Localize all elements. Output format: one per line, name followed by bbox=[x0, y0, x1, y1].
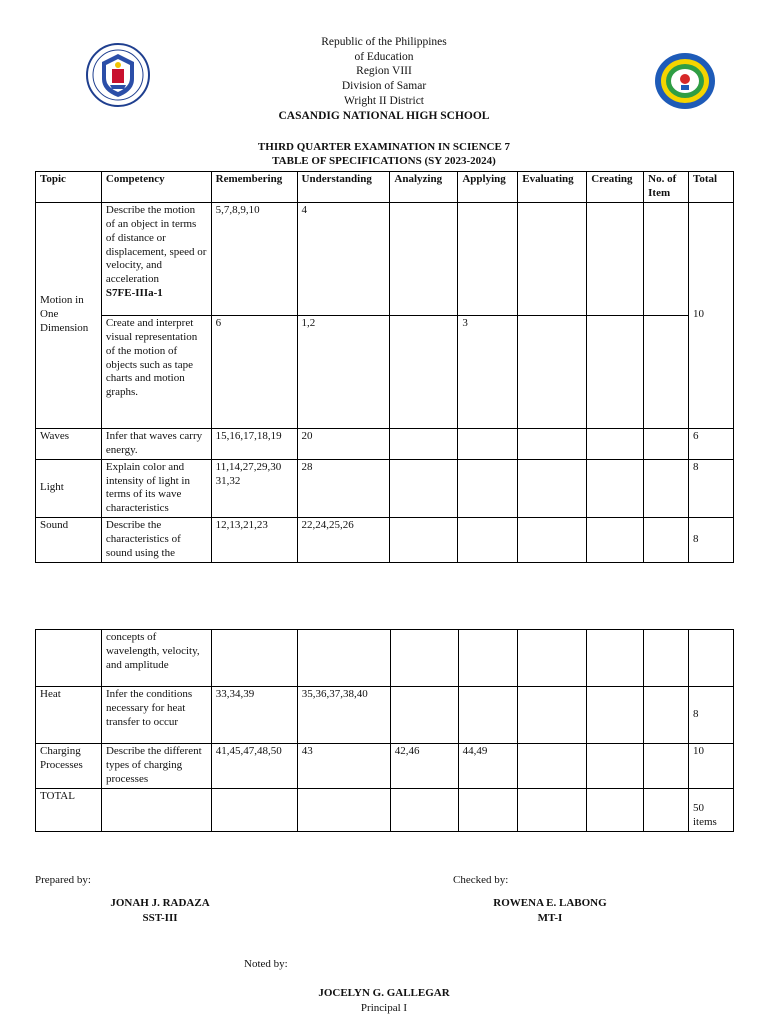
creating-cell bbox=[587, 687, 644, 744]
header-topic: Topic bbox=[36, 172, 102, 203]
applying-cell bbox=[458, 428, 518, 459]
specifications-table-page-2 bbox=[35, 629, 734, 832]
header-total: Total bbox=[689, 172, 734, 203]
total-cell: 10 bbox=[688, 744, 733, 789]
competency-cell: Explain color and intensity of light in terms of its wave characteristics bbox=[101, 459, 211, 518]
creating-cell bbox=[587, 315, 644, 428]
topic-cell: Sound bbox=[36, 518, 102, 563]
analyzing-cell bbox=[390, 315, 458, 428]
header-line: of Education bbox=[354, 50, 414, 63]
applying-cell bbox=[458, 630, 518, 687]
analyzing-cell: 42,46 bbox=[390, 744, 458, 789]
understanding-cell: 20 bbox=[297, 428, 390, 459]
applying-cell: 44,49 bbox=[458, 744, 518, 789]
title-line-2: TABLE OF SPECIFICATIONS (SY 2023-2024) bbox=[272, 155, 496, 167]
header-line: Division of Samar bbox=[341, 80, 427, 93]
table-header-row bbox=[36, 172, 734, 203]
creating-cell bbox=[587, 630, 644, 687]
creating-cell bbox=[587, 744, 644, 789]
analyzing-cell bbox=[390, 630, 458, 687]
no-of-item-cell bbox=[644, 459, 689, 518]
noted-by-label: Noted by: bbox=[244, 958, 288, 970]
checked-by-name: ROWENA E. LABONG bbox=[493, 897, 607, 909]
remembering-cell: 6 bbox=[211, 315, 297, 428]
competency-cell bbox=[101, 788, 211, 831]
header-applying: Applying bbox=[458, 172, 518, 203]
total-cell: 10 bbox=[689, 202, 734, 428]
prepared-by-title: SST-III bbox=[142, 912, 178, 924]
total-cell: 8 bbox=[688, 687, 733, 744]
table-total-row bbox=[36, 788, 734, 831]
header-evaluating: Evaluating bbox=[518, 172, 587, 203]
competency-cell bbox=[101, 202, 211, 315]
title-line-1: THIRD QUARTER EXAMINATION IN SCIENCE 7 bbox=[257, 141, 511, 153]
total-cell: 8 bbox=[689, 518, 734, 563]
total-cell: 8 bbox=[689, 459, 734, 518]
topic-cell: Charging Processes bbox=[36, 744, 102, 789]
topic-cell: Motion in One Dimension bbox=[36, 202, 102, 428]
header-line: Wright II District bbox=[343, 94, 425, 107]
no-of-item-cell bbox=[644, 315, 689, 428]
no-of-item-cell bbox=[644, 744, 689, 789]
deped-seal-logo bbox=[86, 43, 150, 107]
checked-by-title: MT-I bbox=[537, 912, 563, 924]
evaluating-cell bbox=[518, 630, 587, 687]
evaluating-cell bbox=[518, 518, 587, 563]
creating-cell bbox=[587, 518, 644, 563]
evaluating-cell bbox=[518, 788, 587, 831]
evaluating-cell bbox=[518, 744, 587, 789]
creating-cell bbox=[587, 459, 644, 518]
applying-cell bbox=[458, 788, 518, 831]
applying-cell bbox=[458, 459, 518, 518]
competency-code: S7FE-IIIa-1 bbox=[105, 287, 163, 300]
evaluating-cell bbox=[518, 459, 587, 518]
analyzing-cell bbox=[390, 518, 458, 563]
analyzing-cell bbox=[390, 788, 458, 831]
header-line: Republic of the Philippines bbox=[321, 36, 447, 48]
competency-cell: Infer the conditions necessary for heat transfer to occur bbox=[101, 687, 211, 744]
understanding-cell: 43 bbox=[297, 744, 390, 789]
competency-cell: Create and interpret visual representation of the motion of objects such as tape charts and motion graphs. bbox=[101, 315, 211, 428]
understanding-cell: 4 bbox=[297, 202, 390, 315]
table-row bbox=[36, 687, 734, 744]
evaluating-cell bbox=[518, 428, 587, 459]
analyzing-cell bbox=[390, 202, 458, 315]
understanding-cell: 22,24,25,26 bbox=[297, 518, 390, 563]
remembering-cell: 15,16,17,18,19 bbox=[211, 428, 297, 459]
creating-cell bbox=[587, 788, 644, 831]
table-row bbox=[36, 202, 734, 315]
analyzing-cell bbox=[390, 428, 458, 459]
understanding-cell bbox=[297, 630, 390, 687]
topic-cell: Light bbox=[36, 459, 102, 518]
competency-cell: Describe the different types of charging processes bbox=[101, 744, 211, 789]
grand-total-cell: 50 items bbox=[688, 788, 733, 831]
no-of-item-cell bbox=[644, 687, 689, 744]
evaluating-cell bbox=[518, 315, 587, 428]
evaluating-cell bbox=[518, 687, 587, 744]
header-no-of-item: No. of Item bbox=[644, 172, 689, 203]
table-row bbox=[36, 459, 734, 518]
creating-cell bbox=[587, 428, 644, 459]
table-row bbox=[36, 630, 734, 687]
no-of-item-cell bbox=[644, 518, 689, 563]
remembering-cell bbox=[211, 630, 297, 687]
remembering-cell: 5,7,8,9,10 bbox=[211, 202, 297, 315]
header-creating: Creating bbox=[587, 172, 644, 203]
topic-cell: Waves bbox=[36, 428, 102, 459]
remembering-cell: 33,34,39 bbox=[211, 687, 297, 744]
school-logo bbox=[654, 52, 716, 110]
school-name: CASANDIG NATIONAL HIGH SCHOOL bbox=[278, 109, 490, 122]
remembering-cell: 41,45,47,48,50 bbox=[211, 744, 297, 789]
competency-cell: concepts of wavelength, velocity, and amplitude bbox=[101, 630, 211, 687]
table-row bbox=[36, 315, 734, 428]
understanding-cell bbox=[297, 788, 390, 831]
applying-cell bbox=[458, 202, 518, 315]
remembering-cell: 11,14,27,29,30 31,32 bbox=[211, 459, 297, 518]
prepared-by-label: Prepared by: bbox=[35, 874, 91, 886]
table-row bbox=[36, 518, 734, 563]
specifications-table-page-1 bbox=[35, 171, 734, 563]
no-of-item-cell bbox=[644, 428, 689, 459]
header-analyzing: Analyzing bbox=[390, 172, 458, 203]
document-title bbox=[150, 140, 618, 168]
competency-cell: Describe the characteristics of sound using the bbox=[101, 518, 211, 563]
no-of-item-cell bbox=[644, 788, 689, 831]
total-cell bbox=[688, 630, 733, 687]
topic-cell: Heat bbox=[36, 687, 102, 744]
header-competency: Competency bbox=[101, 172, 211, 203]
no-of-item-cell bbox=[644, 630, 689, 687]
analyzing-cell bbox=[390, 687, 458, 744]
table-row bbox=[36, 744, 734, 789]
prepared-by-name: JONAH J. RADAZA bbox=[110, 897, 210, 909]
no-of-item-cell bbox=[644, 202, 689, 315]
remembering-cell bbox=[211, 788, 297, 831]
noted-by-title: Principal I bbox=[360, 1002, 408, 1014]
applying-cell bbox=[458, 518, 518, 563]
header-understanding: Understanding bbox=[297, 172, 390, 203]
topic-cell bbox=[36, 630, 102, 687]
total-cell: 6 bbox=[689, 428, 734, 459]
creating-cell bbox=[587, 202, 644, 315]
checked-by-label: Checked by: bbox=[453, 874, 509, 886]
document-header bbox=[200, 35, 568, 123]
understanding-cell: 35,36,37,38,40 bbox=[297, 687, 390, 744]
table-row bbox=[36, 428, 734, 459]
header-remembering: Remembering bbox=[211, 172, 297, 203]
applying-cell bbox=[458, 687, 518, 744]
header-line: Region VIII bbox=[356, 65, 412, 78]
competency-cell: Infer that waves carry energy. bbox=[101, 428, 211, 459]
applying-cell: 3 bbox=[458, 315, 518, 428]
analyzing-cell bbox=[390, 459, 458, 518]
evaluating-cell bbox=[518, 202, 587, 315]
total-label-cell: TOTAL bbox=[36, 788, 102, 831]
noted-by-name: JOCELYN G. GALLEGAR bbox=[318, 987, 450, 999]
competency-text: Describe the motion of an object in terms of distance or displacement, speed or velocity, and acceleration bbox=[105, 203, 207, 286]
remembering-cell: 12,13,21,23 bbox=[211, 518, 297, 563]
understanding-cell: 1,2 bbox=[297, 315, 390, 428]
understanding-cell: 28 bbox=[297, 459, 390, 518]
